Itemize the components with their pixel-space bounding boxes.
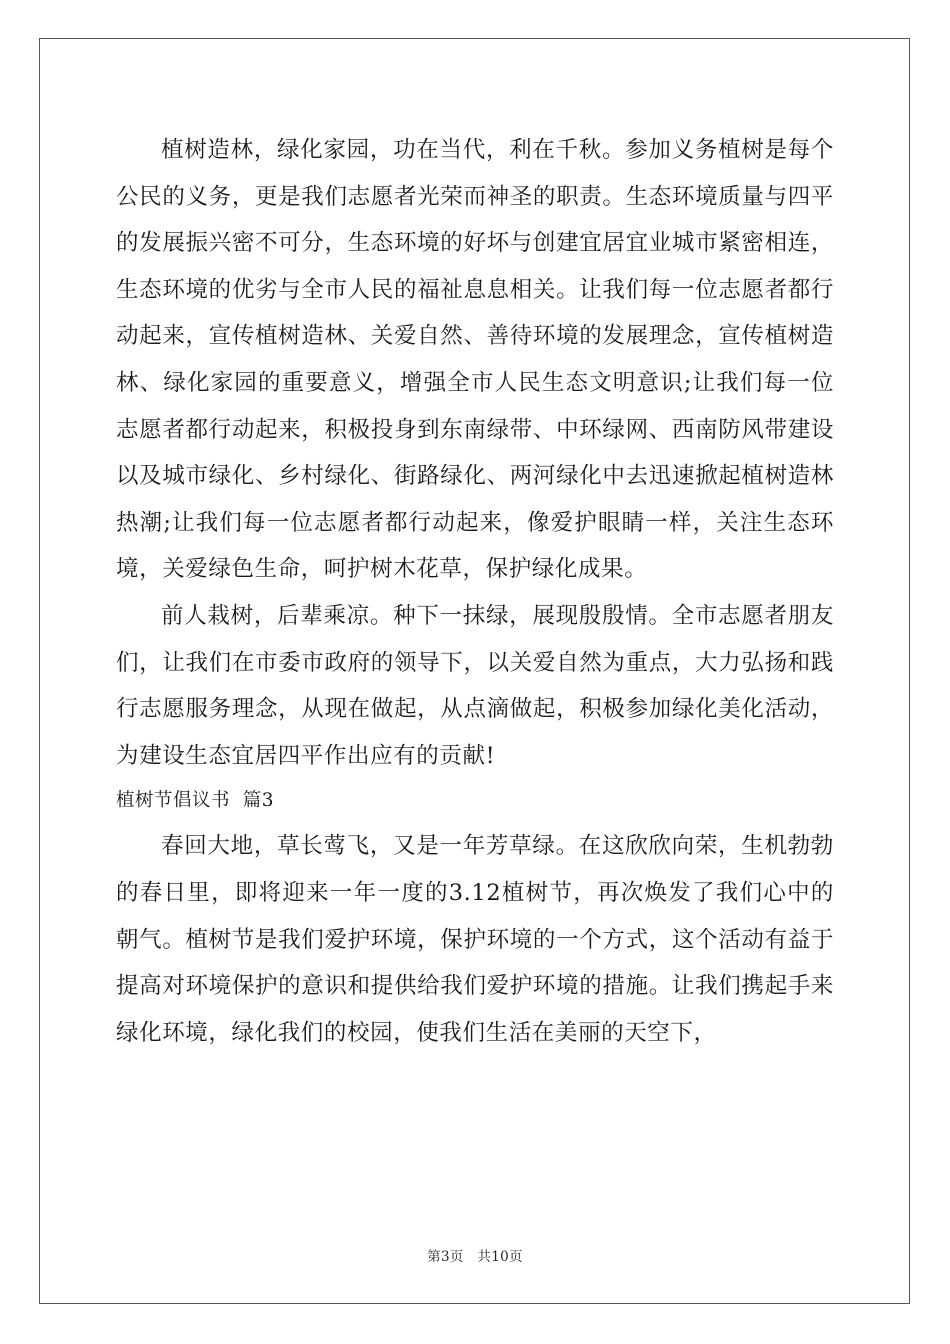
paragraph-call-to-action: 前人栽树，后辈乘凉。种下一抹绿，展现殷殷情。全市志愿者朋友们，让我们在市委市政府的领导下，以关爱自然为重点，大力弘扬和践行志愿服务理念，从现在做起，从点滴做起，积极参加绿化美化活动，为建设生态宜居四平作出应有的贡献! [116,602,834,769]
paragraph-tree-planting-duty: 植树造林，绿化家园，功在当代，利在千秋。参加义务植树是每个公民的义务，更是我们志愿者光荣而神圣的职责。生态环境质量与四平的发展振兴密不可分，生态环境的好坏与创建宜居宜业城市紧密相连，生态环境的优劣与全市人民的福祉息息相关。让我们每一位志愿者都行动起来，宣传植树造林、关爱自然、善待环境的发展理念，宣传植树造林、绿化家园的重要意义，增强全市人民生态文明意识;让我们每一位志愿者都行动起来，积极投身到东南绿带、中环绿网、西南防风带建设以及城市绿化、乡村绿化、街路绿化、两河绿化中去迅速掀起植树造林热潮;让我们每一位志愿者都行动起来，像爱护眼睛一样，关注生态环境，关爱绿色生命，呵护树木花草，保护绿化成果。 [116,137,834,583]
paragraph-spring-arrival: 春回大地，草长莺飞，又是一年芳草绿。在这欣欣向荣，生机勃勃的春日里，即将迎来一年一度的3.12植树节，再次焕发了我们心中的朝气。植树节是我们爱护环境，保护环境的一个方式，这个活动有益于提高对环境保护的意识和提供给我们爱护环境的措施。让我们携起手来绿化环境，绿化我们的校园，使我们生活在美丽的天空下， [116,833,834,1046]
document-body [116,127,834,1056]
section-heading: 植树节倡议书 篇3 [116,790,275,812]
page-number: 第3页 共10页 [427,1249,523,1265]
